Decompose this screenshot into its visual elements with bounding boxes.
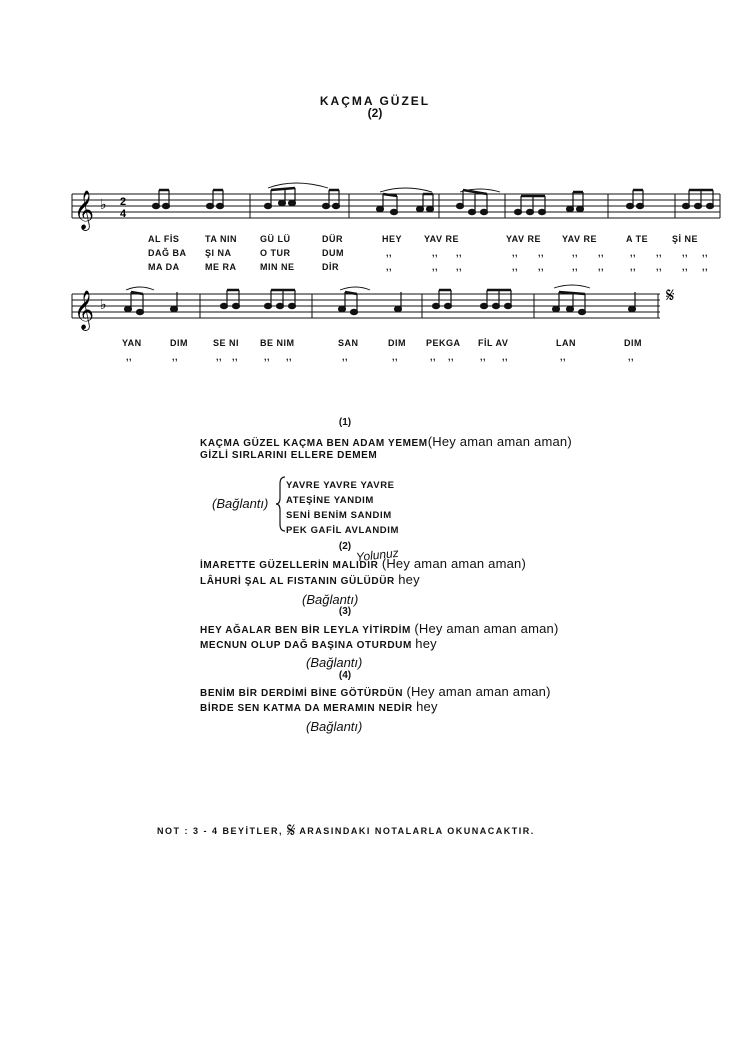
refrain-text: (Hey aman aman aman): [414, 621, 559, 636]
staff1-lyrics-line3: [60, 262, 720, 276]
lyric-syllable: ME RA: [205, 262, 237, 272]
ditto-mark: ,,: [538, 248, 545, 258]
baglanti-line: YAVRE YAVRE YAVRE: [286, 480, 395, 491]
staff2-lyrics-line1: [60, 338, 720, 352]
lyric-syllable: PEKGA: [426, 338, 461, 348]
lyric-syllable: DAĞ BA: [148, 248, 187, 258]
lyric-syllable: DUM: [322, 248, 344, 258]
ditto-mark: ,,: [598, 248, 605, 258]
ditto-mark: ,,: [430, 352, 437, 362]
ditto-mark: ,,: [216, 352, 223, 362]
verse-text: HEY AĞALAR BEN BİR LEYLA YİTİRDİM: [200, 625, 411, 636]
ditto-mark: ,,: [538, 262, 545, 272]
staff1-lyrics-line1: [60, 234, 720, 248]
verse-text: BENİM BİR DERDİMİ BİNE GÖTÜRDÜN: [200, 688, 404, 699]
lyric-syllable: GÜ LÜ: [260, 234, 291, 244]
lyric-syllable: MIN NE: [260, 262, 295, 272]
footnote-prefix: NOT : 3 - 4 BEYİTLER,: [157, 825, 284, 836]
verse-line: [200, 621, 559, 636]
song-number: (2): [367, 106, 383, 120]
lyric-syllable: AL FİS: [148, 234, 180, 244]
time-signature-top: 2: [120, 196, 127, 208]
ditto-mark: ,,: [456, 248, 463, 258]
flat-icon: ♭: [100, 197, 107, 213]
ditto-mark: ,,: [386, 262, 393, 272]
lyric-syllable: YAV RE: [506, 234, 542, 244]
ditto-mark: ,,: [126, 352, 133, 362]
ditto-mark: ,,: [286, 352, 293, 362]
lyric-syllable: SAN: [338, 338, 359, 348]
lyric-syllable: YAV RE: [424, 234, 460, 244]
ditto-mark: ,,: [630, 248, 637, 258]
ditto-mark: ,,: [172, 352, 179, 362]
song-title: KAÇMA GÜZEL: [319, 94, 431, 108]
lyric-syllable: HEY: [382, 234, 403, 244]
ditto-mark: ,,: [572, 248, 579, 258]
stanza-number: (2): [338, 541, 352, 552]
stanza-number: (4): [338, 670, 352, 681]
ditto-mark: ,,: [682, 248, 689, 258]
refrain-text: hey: [398, 572, 420, 587]
lyric-syllable: YAV RE: [562, 234, 598, 244]
staff2-lyrics-line2: [60, 352, 720, 366]
ditto-mark: ,,: [386, 248, 393, 258]
ditto-mark: ,,: [232, 352, 239, 362]
baglanti-lines: [286, 478, 399, 538]
verse-text: LÂHURİ ŞAL AL FISTANIN GÜLÜDÜR: [200, 576, 395, 587]
verse-line: [200, 572, 420, 587]
baglanti-label: (Bağlantı): [306, 719, 363, 734]
segno-icon: 𝄋: [666, 283, 675, 307]
baglanti-line: PEK GAFİL AVLANDIM: [286, 525, 400, 536]
refrain-text: hey: [415, 636, 437, 651]
ditto-mark: ,,: [342, 352, 349, 362]
ditto-mark: ,,: [392, 352, 399, 362]
ditto-mark: ,,: [480, 352, 487, 362]
lyric-syllable: ŞI NA: [205, 248, 232, 258]
lyric-syllable: TA NIN: [205, 234, 237, 244]
ditto-mark: ,,: [512, 262, 519, 272]
treble-clef-icon: 𝄞: [74, 290, 95, 330]
ditto-mark: ,,: [656, 262, 663, 272]
ditto-mark: ,,: [656, 248, 663, 258]
segno-icon: 𝄋: [287, 820, 296, 842]
verse-line: [200, 684, 551, 699]
verse-line: [200, 636, 437, 651]
lyric-syllable: LAN: [556, 338, 576, 348]
brace-icon: [276, 476, 286, 532]
baglanti-label: (Bağlantı): [306, 655, 363, 670]
stanza-number: (3): [338, 606, 352, 617]
ditto-mark: ,,: [432, 262, 439, 272]
lyric-syllable: O TUR: [260, 248, 291, 258]
lyric-syllable: DIM: [388, 338, 406, 348]
staff-line-1: [60, 178, 722, 238]
refrain-text: (Hey aman aman aman): [406, 684, 551, 699]
lyric-syllable: Şİ NE: [672, 234, 699, 244]
ditto-mark: ,,: [702, 248, 709, 258]
ditto-mark: ,,: [682, 262, 689, 272]
handwritten-correction: Yolunuz: [355, 545, 400, 565]
lyric-syllable: FİL AV: [478, 338, 509, 348]
flat-icon: ♭: [100, 297, 107, 313]
verse-line: [200, 450, 377, 461]
verse-text: İMARETTE GÜZELLERİN MALIDIR: [200, 560, 379, 571]
ditto-mark: ,,: [628, 352, 635, 362]
ditto-mark: ,,: [560, 352, 567, 362]
lyric-syllable: DIM: [624, 338, 642, 348]
stanza-number: (1): [338, 417, 352, 428]
staff-line-2: [60, 282, 722, 338]
refrain-text: (Hey aman aman aman): [427, 434, 572, 449]
lyric-syllable: YAN: [122, 338, 142, 348]
ditto-mark: ,,: [448, 352, 455, 362]
verse-line: [200, 699, 438, 714]
ditto-mark: ,,: [702, 262, 709, 272]
ditto-mark: ,,: [572, 262, 579, 272]
lyric-syllable: A TE: [626, 234, 649, 244]
verse-text: MECNUN OLUP DAĞ BAŞINA OTURDUM: [200, 640, 412, 651]
ditto-mark: ,,: [264, 352, 271, 362]
ditto-mark: ,,: [598, 262, 605, 272]
footnote: [157, 820, 535, 843]
lyric-syllable: DÜR: [322, 234, 343, 244]
lyric-syllable: DİR: [322, 262, 339, 272]
verse-text: KAÇMA GÜZEL KAÇMA BEN ADAM YEMEM: [200, 438, 428, 449]
baglanti-line: SENİ BENİM SANDIM: [286, 510, 392, 521]
lyric-syllable: BE NIM: [260, 338, 295, 348]
ditto-mark: ,,: [456, 262, 463, 272]
staff1-lyrics-line2: [60, 248, 720, 262]
refrain-text: hey: [416, 699, 438, 714]
ditto-mark: ,,: [512, 248, 519, 258]
lyric-syllable: DIM: [170, 338, 188, 348]
treble-clef-icon: 𝄞: [74, 190, 95, 230]
footnote-suffix: ARASINDAKI NOTALARLA OKUNACAKTIR.: [299, 825, 535, 836]
baglanti-label: (Bağlantı): [302, 592, 359, 607]
refrain-text: (Hey aman aman aman): [381, 556, 526, 571]
baglanti-label: (Bağlantı): [212, 496, 269, 511]
verse-text: BİRDE SEN KATMA DA MERAMIN NEDİR: [200, 703, 413, 714]
ditto-mark: ,,: [432, 248, 439, 258]
ditto-mark: ,,: [630, 262, 637, 272]
verse-line: [200, 434, 572, 449]
verse-text: GİZLİ SIRLARINI ELLERE DEMEM: [200, 450, 378, 461]
baglanti-line: ATEŞİNE YANDIM: [286, 495, 374, 506]
lyric-syllable: MA DA: [148, 262, 180, 272]
time-signature-bottom: 4: [120, 208, 127, 220]
ditto-mark: ,,: [502, 352, 509, 362]
lyric-syllable: SE NI: [213, 338, 240, 348]
